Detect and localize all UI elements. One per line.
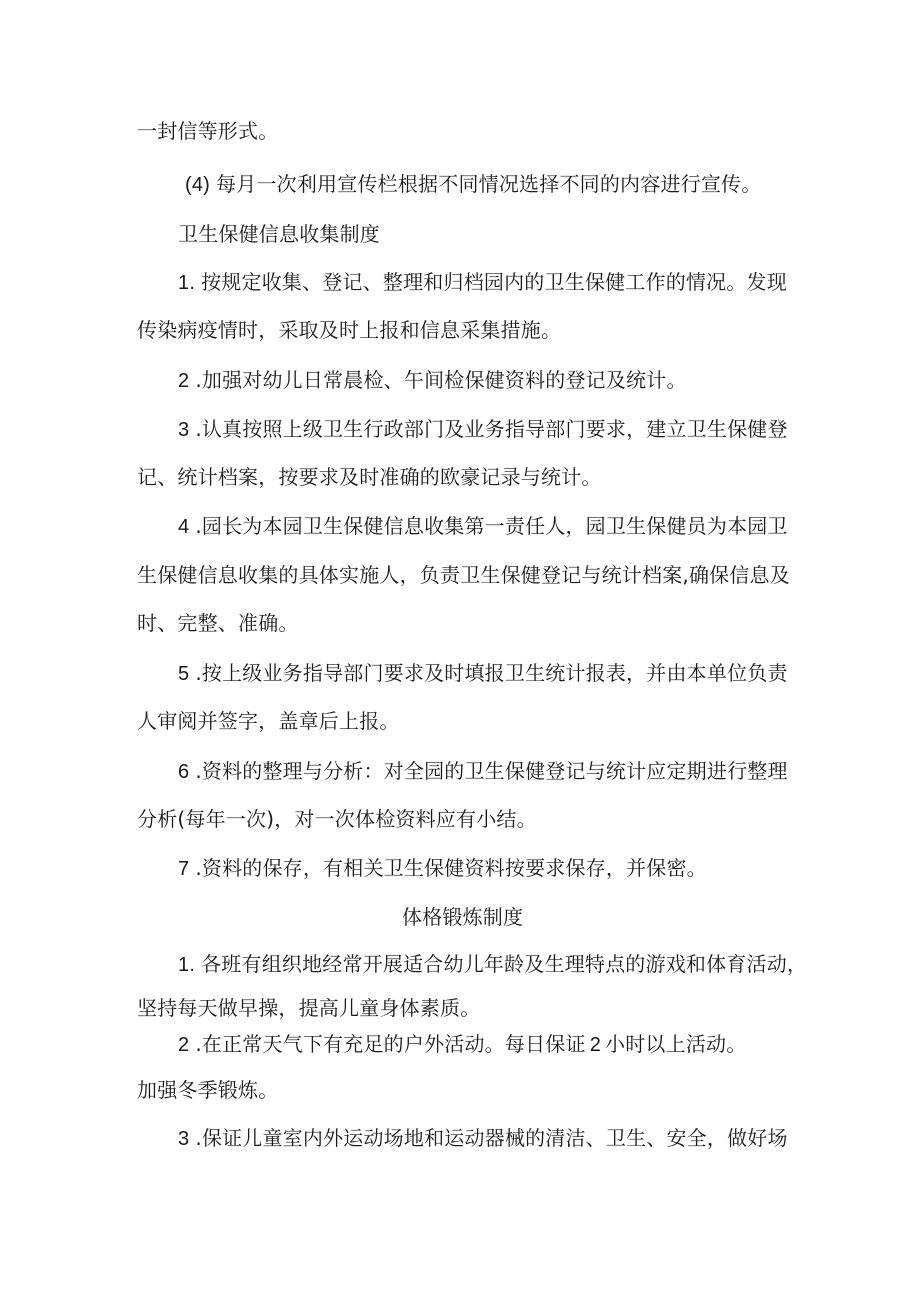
list-text: .资料的整理与分析：对全园的卫生保健登记与统计应定期进行整理 <box>195 759 788 783</box>
list-text: 人审阅并签字，盖章后上报。 <box>137 709 400 733</box>
list-text: 分析(每年一次)，对一次体检资料应有小结。 <box>137 807 537 831</box>
list-text: 小时以上活动。 <box>605 1032 747 1056</box>
list-number: 2 <box>178 370 190 392</box>
exercise-item-1-line-2 <box>137 994 480 1022</box>
list-text: .园长为本园卫生保健信息收集第一责任人，园卫生保健员为本园卫 <box>195 514 788 538</box>
hygiene-item-7 <box>178 854 707 883</box>
list-text: .认真按照上级卫生行政部门及业务指导部门要求，建立卫生保健登 <box>195 417 788 441</box>
exercise-item-2-line-1 <box>178 1030 746 1059</box>
list-number: 2 <box>178 1034 190 1056</box>
list-number: 5 <box>178 663 190 685</box>
hygiene-item-1-line-1 <box>178 268 787 297</box>
list-number: 3 <box>178 1128 190 1150</box>
list-text: .保证儿童室内外运动场地和运动器械的清洁、卫生、安全，做好场 <box>195 1126 788 1150</box>
list-text: 时、完整、准确。 <box>137 611 299 635</box>
hours-number: 2 <box>589 1034 602 1056</box>
list-number: 1. <box>178 954 196 976</box>
section-heading-hygiene <box>178 220 380 248</box>
list-text: 各班有组织地经常开展适合幼儿年龄及生理特点的游戏和体育活动， <box>201 952 808 976</box>
hygiene-item-6-line-2 <box>137 805 537 833</box>
list-number: 1. <box>178 272 196 294</box>
hygiene-item-3-line-2 <box>137 463 602 491</box>
list-text: 加强冬季锻炼。 <box>137 1078 279 1102</box>
hygiene-item-4-line-3 <box>137 609 299 637</box>
list-number: 3 <box>178 419 190 441</box>
paragraph-line <box>137 117 278 145</box>
list-text: 记、统计档案，按要求及时准确的欧豪记录与统计。 <box>137 465 602 489</box>
hygiene-item-2 <box>178 366 687 395</box>
exercise-item-1-line-1 <box>178 950 807 979</box>
hygiene-item-3-line-1 <box>178 415 788 444</box>
hygiene-item-5-line-2 <box>137 707 400 735</box>
section-heading-text: 体格锻炼制度 <box>402 905 524 929</box>
hygiene-item-6-line-1 <box>178 757 788 786</box>
list-text: 按规定收集、登记、整理和归档园内的卫生保健工作的情况。发现 <box>201 270 787 294</box>
list-number: (4) <box>185 174 211 196</box>
list-number: 7 <box>178 858 190 880</box>
list-text: .资料的保存，有相关卫生保健资料按要求保存，并保密。 <box>195 856 707 880</box>
list-text: 生保健信息收集的具体实施人，负责卫生保健登记与统计档案,确保信息及 <box>137 563 790 587</box>
section-heading-exercise <box>402 903 523 931</box>
list-text: 传染病疫情时，采取及时上报和信息采集措施。 <box>137 318 562 342</box>
list-number: 6 <box>178 761 190 783</box>
list-text: 每月一次利用宣传栏根据不同情况选择不同的内容进行宣传。 <box>216 172 762 196</box>
exercise-item-3-line-1 <box>178 1124 788 1153</box>
list-text: .加强对幼儿日常晨检、午间检保健资料的登记及统计。 <box>195 368 687 392</box>
list-number: 4 <box>178 516 190 538</box>
list-text: 坚持每天做早操，提高儿童身体素质。 <box>137 996 481 1020</box>
hygiene-item-5-line-1 <box>178 659 788 688</box>
hygiene-item-4-line-1 <box>178 512 788 541</box>
exercise-item-2-line-2 <box>137 1076 278 1104</box>
list-text: .按上级业务指导部门要求及时填报卫生统计报表，并由本单位负责 <box>195 661 788 685</box>
hygiene-item-4-line-2 <box>137 561 790 589</box>
paragraph-text: 一封信等形式。 <box>137 119 279 143</box>
hygiene-item-1-line-2 <box>137 316 561 344</box>
list-text: .在正常天气下有充足的户外活动。每日保证 <box>195 1032 586 1056</box>
list-item-4 <box>185 170 761 199</box>
section-heading-text: 卫生保健信息收集制度 <box>178 222 380 246</box>
